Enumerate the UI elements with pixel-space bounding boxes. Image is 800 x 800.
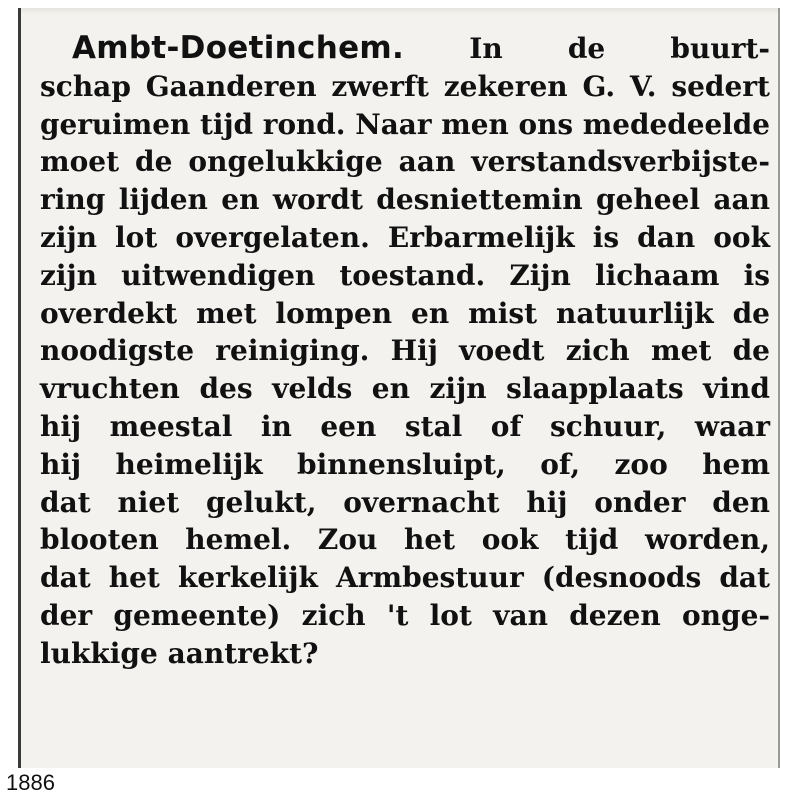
article-line: noodigste reiniging. Hij voedt zich met de bbox=[40, 334, 770, 368]
article-text bbox=[40, 30, 770, 673]
article-line: blooten hemel. Zou het ook tijd worden, bbox=[40, 523, 770, 557]
article-line: dat niet gelukt, overnacht hij onder den bbox=[40, 485, 770, 519]
article-line-1 bbox=[40, 30, 770, 68]
article-headline: Ambt-Doetinchem. bbox=[72, 30, 405, 66]
article-line: zijn uitwendigen toestand. Zijn lichaam is bbox=[40, 258, 770, 292]
article-line-last: lukkige aantrekt? bbox=[40, 636, 319, 670]
clipping-top-edge bbox=[21, 8, 778, 14]
article-line: dat het kerkelijk Armbestuur (desnoods dat bbox=[40, 561, 770, 595]
article-line: hij meestal in een stal of schuur, waar bbox=[40, 409, 770, 443]
article-line: hij heimelijk binnensluipt, of, zoo hem bbox=[40, 447, 770, 481]
article-line-1-text: In de buurt- bbox=[469, 32, 770, 65]
article-line: zijn lot overgelaten. Erbarmelijk is dan ook bbox=[40, 220, 770, 254]
article-line: overdekt met lompen en mist natuurlijk de bbox=[40, 296, 770, 330]
article-line: schap Gaanderen zwerft zekeren G. V. sedert bbox=[40, 69, 770, 103]
article-line: ring lijden en wordt desniettemin geheel aan bbox=[40, 183, 770, 217]
article-line: geruimen tijd rond. Naar men ons mededeelde bbox=[40, 107, 770, 141]
article-line: vruchten des velds en zijn slaapplaats vind bbox=[40, 372, 770, 406]
year-caption: 1886 bbox=[6, 770, 55, 795]
article-line: moet de ongelukkige aan verstandsverbijste- bbox=[40, 145, 770, 179]
article-line: der gemeente) zich 't lot van dezen onge- bbox=[40, 598, 770, 632]
